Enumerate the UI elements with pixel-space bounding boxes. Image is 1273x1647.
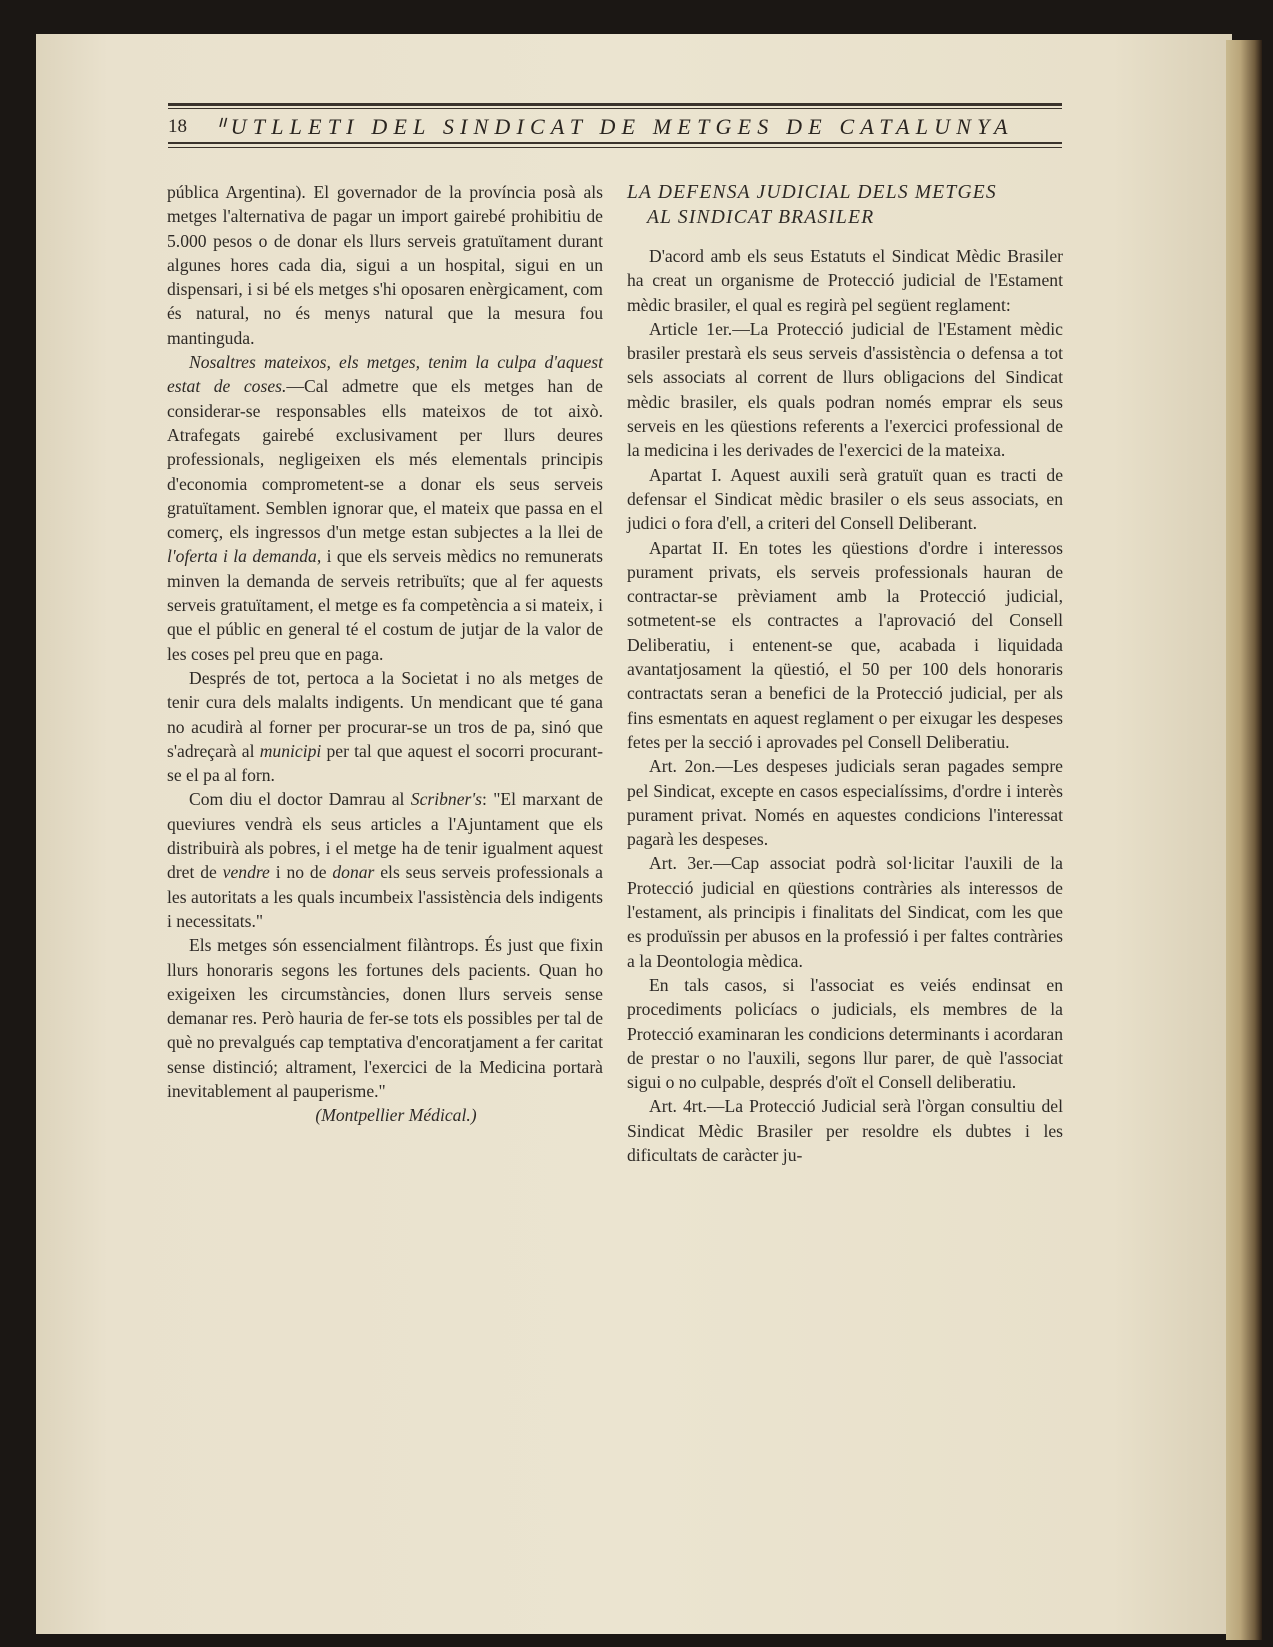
right-paragraph-1: D'acord amb els seus Estatuts el Sindicat Mèdic Brasiler ha creat un organisme de Protecció judicial de l'Estament mèdic brasiler, el qual es regirà pel següent reglament: [627,246,1063,315]
header-rule-top-thin [168,108,1062,109]
left-paragraph-2: Nosaltres mateixos, els metges, tenim la culpa d'aquest estat de coses.—Cal admetre que els metges han de considerar-se responsables ells mateixos de tot això. Atrafegats gairebé exclusivament per llurs deures professionals, negligeixen els més elementals principis d'economia comprometent-se a donar els seus serveis gratuïtament. Semblen ignorar que, el mateix que passa en el comerç, els ingressos d'un metge estan subjectes a la llei de l'oferta i la demanda, i que els serveis mèdics no remunerats minven la demanda de serveis retribuïts; que al fer aquests serveis gratuïtament, el metge es fa competència a si mateix, i que el públic en general té el costum de jutjar de la valor de les coses pel preu que en paga. [167,352,603,664]
italic-lead: Nosaltres mateixos, els metges, tenim la culpa d'aquest estat de coses. [167,352,603,397]
right-paragraph-7: En tals casos, si l'associat es veiés endinsat en procediments policíacs o judicials, els membres de la Protecció examinaran les condicions determinants i acordaran de prestar o no l'auxili, segons llur parer, de què l'associat sigui o no culpable, després d'oït el Consell deliberatiu. [627,974,1063,1093]
header-rule-bottom [168,142,1062,144]
right-column [627,180,1063,1167]
article-heading-line-2: AL SINDICAT BRASILER [647,207,875,228]
left-paragraph-1: pública Argentina). El governador de la província posà als metges l'alternativa de pagar un import gairebé prohibitiu de 5.000 pesos o de donar els llurs serveis gratuïtament durant algunes hores cada dia, sigui a un hospital, sigui en un dispensari, i si bé els metges s'hi oposaren enèrgicament, com és natural, no és menys natural que la mesura fou mantinguda. [167,182,603,348]
page-number: 18 [168,116,187,137]
left-paragraph-4: Com diu el doctor Damrau al Scribner's: "El marxant de queviures vendrà els seus articles a l'Ajuntament que els distribuirà als pobres, i el metge ha de tenir igualment aquest dret de vendre i no de donar els seus serveis professionals a les autoritats a les quals incumbeix l'assistència dels indigents i necessitats." [167,789,603,931]
header-rule-bottom-thin [168,147,1062,148]
right-paragraph-3: Apartat I. Aquest auxili serà gratuït quan es tracti de defensar el Sindicat mèdic brasiler o els seus associats, en judici o fora d'ell, a criteri del Consell Deliberant. [627,464,1063,534]
left-paragraph-5: Els metges són essencialment filàntrops. És just que fixin llurs honoraris segons les fortunes dels pacients. Quan ho exigeixen les circumstàncies, donen llurs serveis sense demanar res. Però hauria de fer-se tots els possibles per tal de què no prevalgués cap temptativa d'encoratjament a fer caritat sense distinció; altrament, l'exercici de la Medicina portarà inevitablement al pauperisme." [167,935,603,1101]
right-paragraph-4: Apartat II. En totes les qüestions d'ordre i interessos purament privats, els serveis professionals hauran de contractar-se prèviament amb la Protecció judicial, sotmetent-se els contractes a l'aprovació del Consell Deliberatiu, i entenent-se que, acabada i liquidada avantatjosament la qüestió, el 50 per 100 dels honoraris contractats seran a benefici de la Protecció judicial, per als fins esmentats en aquest reglament o per eixugar les despeses fetes per la secció i aprovades pel Consell Deliberatiu. [627,537,1063,752]
running-header [168,112,1062,142]
page-edge [1226,40,1262,1640]
right-paragraph-6: Art. 3er.—Cap associat podrà sol·licitar l'auxili de la Protecció judicial en qüestions contràries als interessos de l'estament, als principis i finalitats del Sindicat, com les que es produïssin per abusos en la professió i per faltes contràries a la Deontologia mèdica. [627,853,1063,971]
right-paragraph-5: Art. 2on.—Les despeses judicials seran pagades sempre pel Sindicat, excepte en casos especialíssims, d'ordre i interès purament privat. Només en aquestes condicions l'interessat pagarà les despeses. [627,756,1063,850]
journal-title: ᐦUTLLETI DEL SINDICAT DE METGES DE CATALUNYA [216,114,1014,139]
left-column [167,180,603,1128]
article-heading [627,180,1063,230]
article-source: (Montpellier Médical.) [315,1105,477,1126]
right-paragraph-2: Article 1er.—La Protecció judicial de l'Estament mèdic brasiler prestarà els seus serveis d'assistència o defensa a tot sels associats al corrent de llurs obligacions del Sindicat mèdic brasiler, els quals podran només emprar els seus serveis en les qüestions referents a l'exercici professional de la medicina i les derivades de l'exercici de la mateixa. [627,318,1063,461]
right-paragraph-8: Art. 4rt.—La Protecció Judicial serà l'òrgan consultiu del Sindicat Mèdic Brasiler per resoldre els dubtes i les dificultats de caràcter ju- [627,1096,1063,1165]
left-paragraph-3: Després de tot, pertoca a la Societat i no als metges de tenir cura dels malalts indigents. Un mendicant que té gana no acudirà al forner per procurar-se un tros de pa, sinó que s'adreçarà al municipi per tal que aquest el socorri procurant-se el pa al forn. [167,667,603,786]
article-heading-line-1: LA DEFENSA JUDICIAL DELS METGES [627,182,997,203]
header-rule-top [168,103,1062,106]
